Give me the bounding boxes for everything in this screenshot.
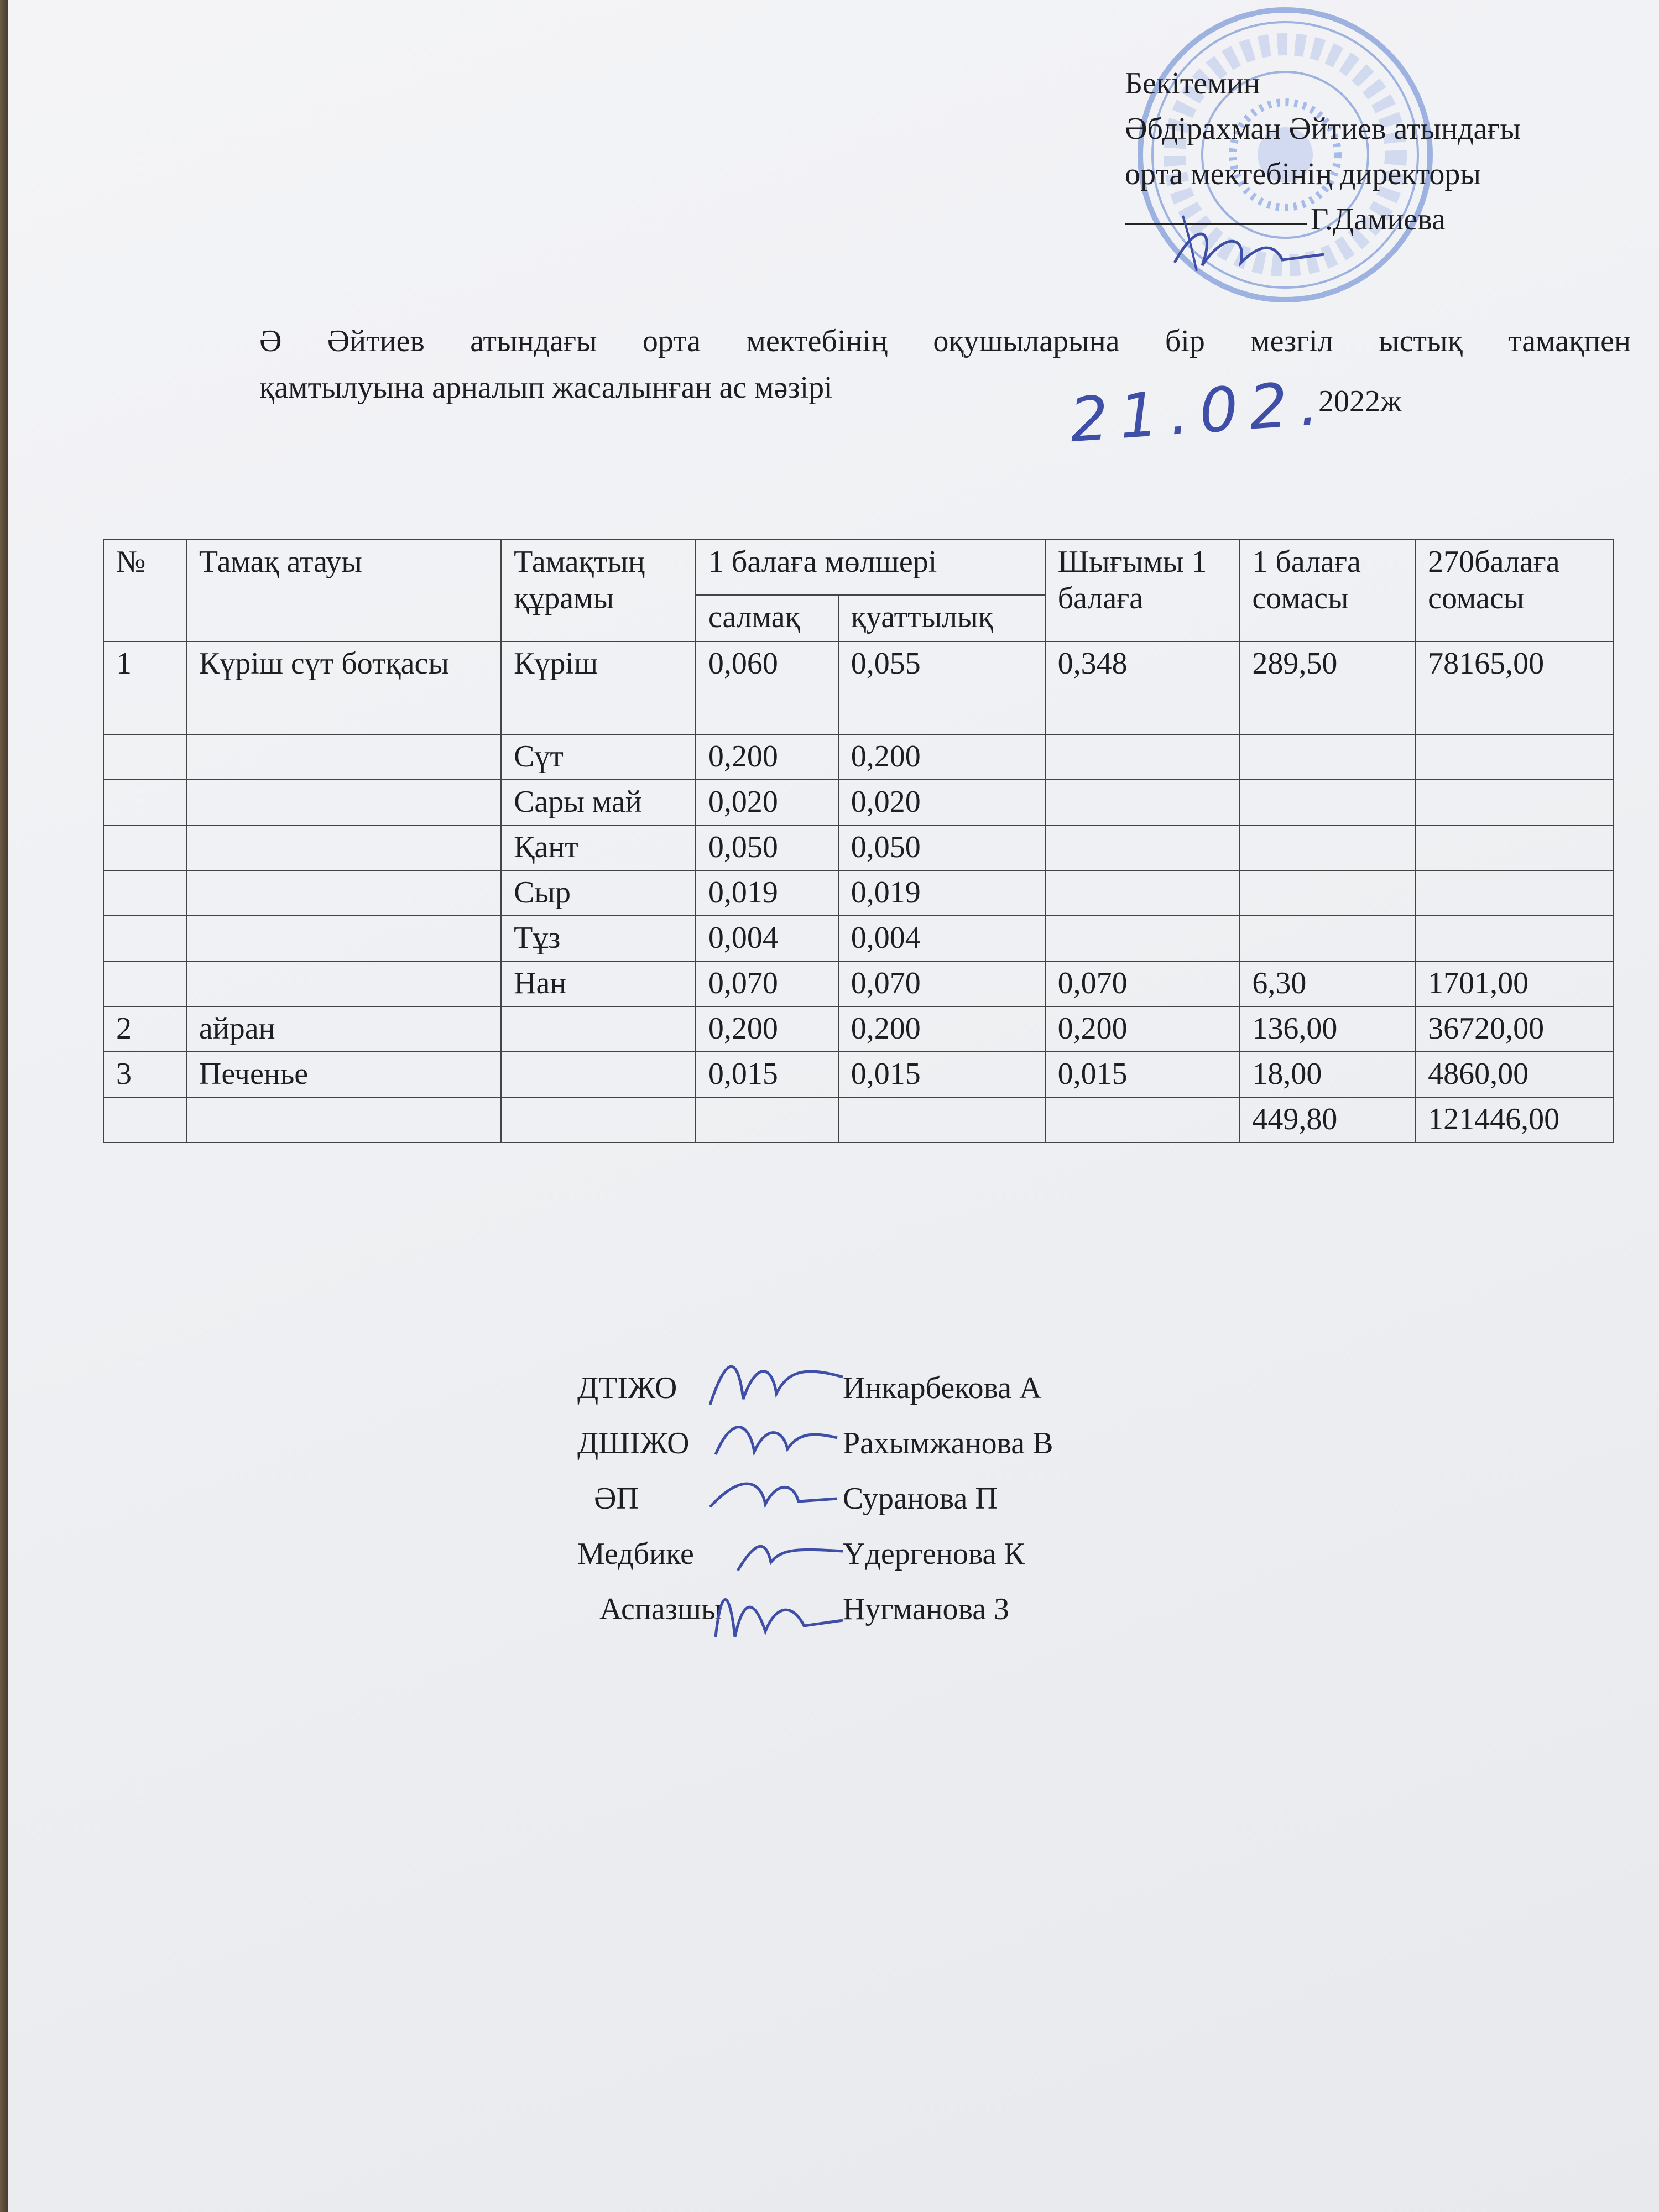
cell-composition: Күріш (501, 641, 696, 734)
cell-sum-one (1239, 734, 1415, 780)
cell-energy: 0,020 (838, 780, 1045, 825)
title-line-1: Ә Әйтиев атындағы орта мектебінің оқушыларына бір мезгіл ыстық тамақпен (259, 324, 1631, 358)
cell-sum-all (1415, 734, 1613, 780)
table-header-row (103, 540, 1613, 595)
header-weight: салмақ (696, 595, 838, 641)
cell-weight: 0,015 (696, 1052, 838, 1097)
cell-sum-one: 6,30 (1239, 961, 1415, 1006)
cell-weight: 0,070 (696, 961, 838, 1006)
cell-sum-all (1415, 870, 1613, 916)
cell-sum-all: 36720,00 (1415, 1006, 1613, 1052)
cell-name (186, 961, 501, 1006)
cell-name (186, 916, 501, 961)
approval-school: Әбдірахман Әйтиев атындағы (1125, 112, 1521, 146)
table-row (103, 870, 1613, 916)
cell-sum-all: 1701,00 (1415, 961, 1613, 1006)
document-page (8, 0, 1659, 2212)
approval-position: орта мектебінің директоры (1125, 157, 1481, 191)
handwritten-signature (705, 1565, 848, 1642)
cell-name (186, 734, 501, 780)
cell-composition: Қант (501, 825, 696, 870)
header-num: № (103, 540, 186, 641)
table-row (103, 1052, 1613, 1097)
cell-energy: 0,070 (838, 961, 1045, 1006)
signature-name: Инкарбекова А (843, 1371, 1042, 1405)
cell-energy: 0,055 (838, 641, 1045, 734)
cell-weight: 0,060 (696, 641, 838, 734)
table-row (103, 825, 1613, 870)
cell-yield (1045, 780, 1240, 825)
cell-sum-one: 136,00 (1239, 1006, 1415, 1052)
cell-num (103, 734, 186, 780)
table-row (103, 1006, 1613, 1052)
approval-heading: Бекітемин (1125, 66, 1260, 101)
cell-yield: 0,015 (1045, 1052, 1240, 1097)
cell-num (103, 825, 186, 870)
signature-name: Суранова П (843, 1481, 998, 1516)
signature-role: Аспазшы (599, 1592, 722, 1626)
cell-energy: 0,015 (838, 1052, 1045, 1097)
cell-weight: 0,050 (696, 825, 838, 870)
cell-composition: Сары май (501, 780, 696, 825)
title-line-2: қамтылуына арналып жасалынған ас мәзірі (259, 371, 833, 405)
cell-name: Күріш сүт ботқасы (186, 641, 501, 734)
signature-name: Нугманова З (843, 1592, 1010, 1626)
cell-composition (501, 1006, 696, 1052)
cell-composition (501, 1052, 696, 1097)
header-per-child: 1 балаға мөлшері (696, 540, 1045, 595)
cell-sum-all (1415, 825, 1613, 870)
director-signature (1164, 210, 1329, 282)
cell-yield (1045, 825, 1240, 870)
header-sum-one: 1 балаға сомасы (1239, 540, 1415, 641)
cell-sum-one (1239, 870, 1415, 916)
signature-role: ДШІЖО (577, 1426, 690, 1460)
cell-sum-all (1415, 916, 1613, 961)
menu-table-body (103, 641, 1613, 1097)
table-row (103, 780, 1613, 825)
document-year: 2022ж (1318, 384, 1402, 419)
signature-role: ӘП (594, 1481, 639, 1516)
cell-sum-one (1239, 825, 1415, 870)
signature-name: Үдергенова К (843, 1537, 1025, 1571)
cell-name (186, 780, 501, 825)
cell-yield (1045, 734, 1240, 780)
cell-composition: Сыр (501, 870, 696, 916)
table-row (103, 734, 1613, 780)
total-sum-all: 121446,00 (1415, 1097, 1613, 1142)
cell-num: 1 (103, 641, 186, 734)
cell-energy: 0,050 (838, 825, 1045, 870)
table-row (103, 641, 1613, 734)
cell-sum-one: 289,50 (1239, 641, 1415, 734)
signature-role: Медбике (577, 1537, 694, 1571)
cell-sum-one (1239, 780, 1415, 825)
header-energy: қуаттылық (838, 595, 1045, 641)
director-name: Г.Дамиева (1311, 202, 1446, 237)
cell-yield: 0,070 (1045, 961, 1240, 1006)
cell-sum-all: 4860,00 (1415, 1052, 1613, 1097)
cell-weight: 0,200 (696, 734, 838, 780)
cell-num (103, 961, 186, 1006)
document-title (259, 318, 1631, 411)
cell-sum-all (1415, 780, 1613, 825)
table-total-row (103, 1097, 1613, 1142)
cell-energy: 0,004 (838, 916, 1045, 961)
cell-weight: 0,200 (696, 1006, 838, 1052)
total-sum-one: 449,80 (1239, 1097, 1415, 1142)
cell-weight: 0,019 (696, 870, 838, 916)
cell-num (103, 780, 186, 825)
cell-num (103, 870, 186, 916)
cell-num: 3 (103, 1052, 186, 1097)
cell-composition: Сүт (501, 734, 696, 780)
table-row (103, 961, 1613, 1006)
header-yield: Шығымы 1 балаға (1045, 540, 1240, 641)
cell-energy: 0,200 (838, 1006, 1045, 1052)
table-row (103, 916, 1613, 961)
cell-name: Печенье (186, 1052, 501, 1097)
header-sum-all: 270балаға сомасы (1415, 540, 1613, 641)
cell-energy: 0,019 (838, 870, 1045, 916)
menu-table (103, 539, 1614, 1143)
signature-name: Рахымжанова В (843, 1426, 1053, 1460)
cell-yield: 0,348 (1045, 641, 1240, 734)
cell-name (186, 825, 501, 870)
cell-weight: 0,004 (696, 916, 838, 961)
header-name: Тамақ атауы (186, 540, 501, 641)
handwritten-date: 21.02. (1067, 367, 1332, 456)
cell-weight: 0,020 (696, 780, 838, 825)
cell-sum-one (1239, 916, 1415, 961)
cell-sum-all: 78165,00 (1415, 641, 1613, 734)
cell-composition: Тұз (501, 916, 696, 961)
cell-composition: Нан (501, 961, 696, 1006)
cell-name: айран (186, 1006, 501, 1052)
cell-yield (1045, 870, 1240, 916)
cell-yield: 0,200 (1045, 1006, 1240, 1052)
cell-sum-one: 18,00 (1239, 1052, 1415, 1097)
cell-num: 2 (103, 1006, 186, 1052)
header-composition: Тамақтың құрамы (501, 540, 696, 641)
cell-name (186, 870, 501, 916)
signature-role: ДТІЖО (577, 1371, 677, 1405)
cell-num (103, 916, 186, 961)
cell-energy: 0,200 (838, 734, 1045, 780)
cell-yield (1045, 916, 1240, 961)
